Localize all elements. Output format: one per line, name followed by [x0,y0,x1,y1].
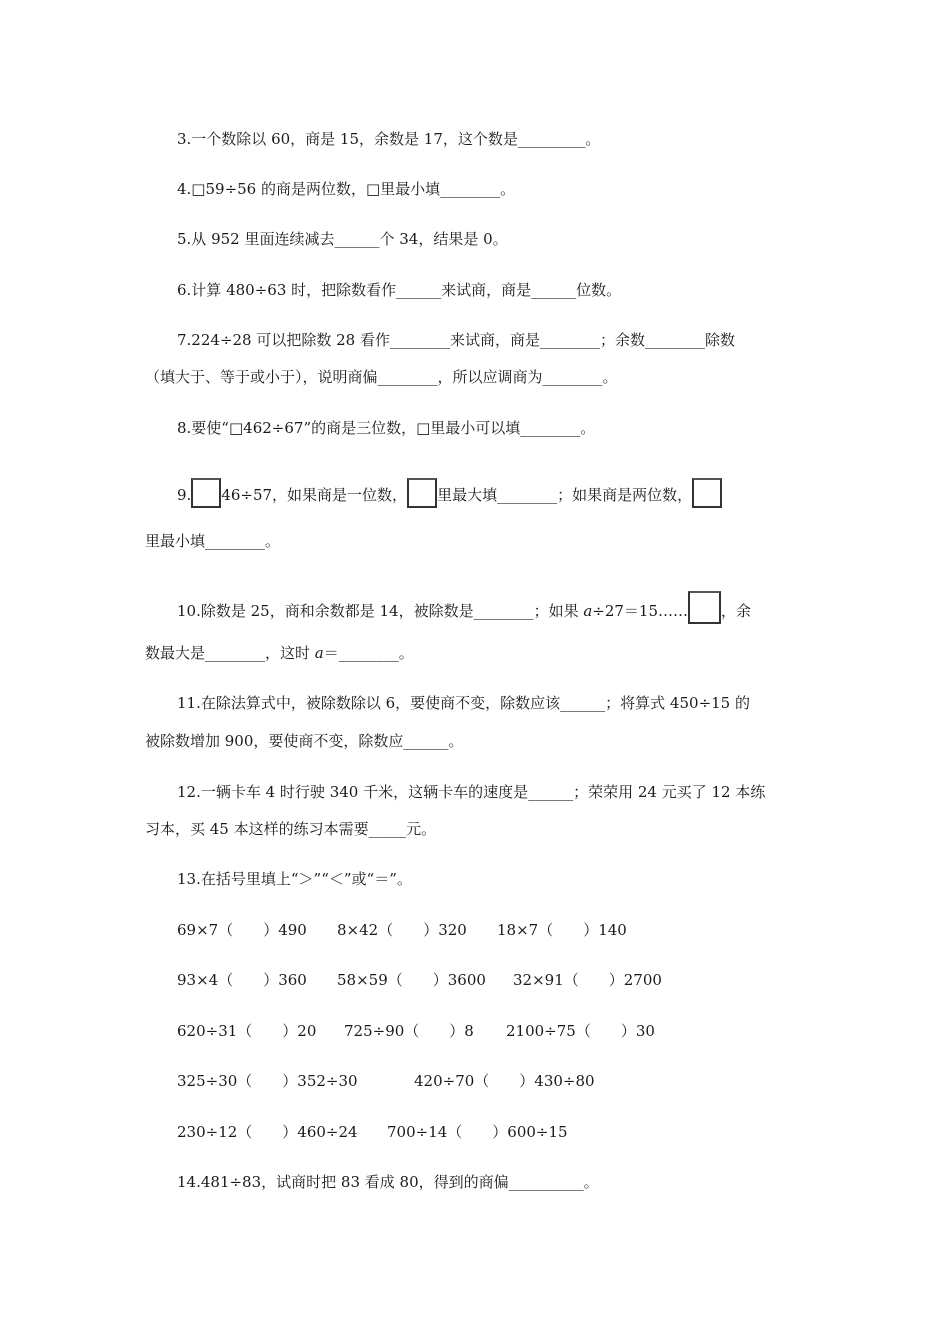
question-10-text-a: 10.除数是 25，商和余数都是 14，被除数是________；如果 𝑎÷27＝15…… [177,602,689,620]
comparison-row [177,1020,655,1042]
question-9-text-a: 46÷57，如果商是一位数， [221,486,408,504]
question-9-text-b: 里最大填________；如果商是两位数， [437,486,693,504]
question-10-line-1 [177,591,751,624]
question-6: 6.计算 480÷63 时，把除数看作______来试商，商是______位数。 [177,281,622,299]
question-9-number: 9. [177,486,192,504]
comparison-item: 93×4（ ）360 [177,971,307,989]
comparison-item: 230÷12（ ）460÷24 [177,1123,358,1141]
comparison-item: 325÷30（ ）352÷30 [177,1072,358,1090]
comparison-item: 69×7（ ）490 [177,921,307,939]
question-12-line-1: 12.一辆卡车 4 时行驶 340 千米，这辆卡车的速度是______；荣荣用 24 元买了 12 本练 [177,783,766,801]
comparison-item: 2100÷75（ ）30 [506,1022,655,1040]
question-11-line-1: 11.在除法算式中，被除数除以 6，要使商不变，除数应该______；将算式 450÷15 的 [177,694,750,712]
question-13: 13.在括号里填上“＞”“＜”或“＝”。 [177,870,412,888]
question-14: 14.481÷83，试商时把 83 看成 80，得到的商偏__________。 [177,1173,599,1191]
comparison-item: 700÷14（ ）600÷15 [387,1123,568,1141]
answer-box [407,478,437,508]
comparison-row [177,919,627,941]
comparison-item: 8×42（ ）320 [337,921,467,939]
question-10-line-2: 数最大是________，这时 𝑎＝________。 [145,644,414,662]
question-5: 5.从 952 里面连续减去______个 34，结果是 0。 [177,230,508,248]
question-8: 8.要使“□462÷67”的商是三位数，□里最小可以填________。 [177,419,596,437]
answer-box [692,478,722,508]
answer-box [688,591,721,624]
question-4: 4.□59÷56 的商是两位数，□里最小填________。 [177,180,516,198]
comparison-row [177,1121,568,1143]
comparison-row [177,969,662,991]
comparison-row [177,1070,595,1092]
comparison-item: 620÷31（ ）20 [177,1022,317,1040]
comparison-item: 18×7（ ）140 [497,921,627,939]
question-3: 3.一个数除以 60，商是 15，余数是 17，这个数是_________。 [177,130,601,148]
question-12-line-2: 习本，买 45 本这样的练习本需要_____元。 [145,820,437,838]
question-7-line-2: （填大于、等于或小于），说明商偏________，所以应调商为________。 [145,368,618,386]
answer-box [191,478,221,508]
question-11-line-2: 被除数增加 900，要使商不变，除数应______。 [145,732,464,750]
comparison-item: 725÷90（ ）8 [344,1022,474,1040]
question-10-text-b: ，余 [721,602,752,620]
comparison-item: 420÷70（ ）430÷80 [414,1072,595,1090]
comparison-item: 32×91（ ）2700 [513,971,662,989]
question-9-line-2: 里最小填________。 [145,532,281,550]
comparison-item: 58×59（ ）3600 [337,971,486,989]
question-9-line-1 [177,478,722,508]
question-7-line-1: 7.224÷28 可以把除数 28 看作________来试商，商是________；余数________除数 [177,331,735,349]
